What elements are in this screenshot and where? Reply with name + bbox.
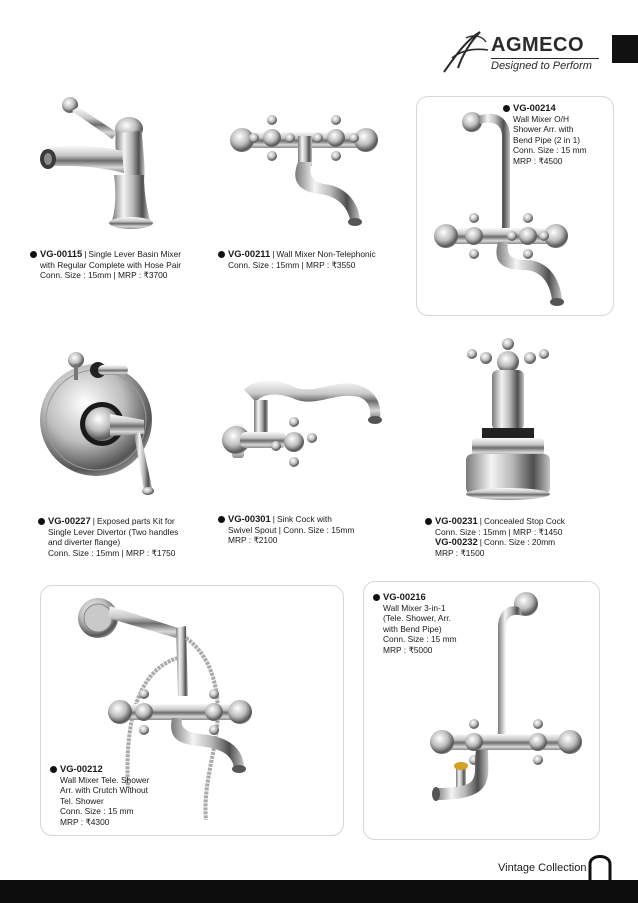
product-line: Conn. Size : 15 mm bbox=[383, 634, 457, 644]
product-code: VG-00231 bbox=[435, 515, 478, 526]
product-image-vg-00231 bbox=[458, 338, 558, 503]
product-line: Tel. Shower bbox=[60, 795, 104, 806]
bullet-icon bbox=[38, 518, 45, 525]
product-name-line-1: Single Lever Basin Mixer bbox=[88, 249, 182, 259]
product-name-line-3: and diverter flange) bbox=[48, 537, 121, 547]
product-spec: Conn. Size : 15mm | MRP : ₹3700 bbox=[40, 270, 168, 280]
product-label-vg-00301 bbox=[218, 514, 354, 546]
product-code: VG-00301 bbox=[228, 513, 271, 524]
product-code: VG-00115 bbox=[40, 248, 83, 259]
arch-icon bbox=[586, 850, 614, 884]
product-name-line-1: Sink Cock with bbox=[276, 514, 332, 524]
product-spec-2: MRP : ₹1500 bbox=[435, 547, 485, 558]
product-line: Wall Mixer 3-in-1 bbox=[383, 602, 446, 613]
product-name-2: Conn. Size : 20mm bbox=[483, 537, 556, 547]
footer-collection-label: Vintage Collection bbox=[498, 862, 587, 874]
corner-tab bbox=[612, 35, 638, 63]
product-name-line-2: Swivel Spout | Conn. Size : 15mm bbox=[228, 524, 355, 535]
product-spec: Conn. Size : 15mm | MRP : ₹1750 bbox=[48, 547, 176, 558]
brand-underline bbox=[491, 58, 599, 59]
product-line: Arr. with Crutch Without bbox=[60, 785, 148, 795]
product-label-vg-00211 bbox=[218, 249, 376, 270]
product-line: Wall Mixer O/H bbox=[513, 113, 569, 124]
product-code: VG-00211 bbox=[228, 248, 271, 259]
brand-tagline: Designed to Perform bbox=[491, 60, 592, 72]
product-name-line-1: Wall Mixer Non-Telephonic bbox=[276, 249, 376, 259]
product-line: MRP : ₹4500 bbox=[513, 155, 563, 166]
product-spec: MRP : ₹2100 bbox=[228, 535, 278, 545]
product-line: with Bend Pipe) bbox=[383, 623, 442, 634]
product-image-vg-00227 bbox=[40, 340, 165, 500]
brand-logo bbox=[440, 28, 600, 76]
product-label-vg-00227 bbox=[38, 516, 178, 558]
product-image-vg-00115 bbox=[32, 95, 172, 235]
separator: | bbox=[479, 537, 482, 547]
product-label-vg-00231 bbox=[425, 516, 565, 558]
product-name-line-2: Single Lever Divertor (Two handles bbox=[48, 526, 179, 537]
bullet-icon bbox=[30, 251, 37, 258]
product-label-vg-00212 bbox=[50, 764, 149, 827]
brand-name: AGMECO bbox=[491, 34, 584, 56]
separator: | bbox=[479, 516, 482, 526]
product-code: VG-00212 bbox=[60, 763, 103, 774]
product-code-2: VG-00232 bbox=[435, 536, 478, 547]
separator: | bbox=[272, 249, 275, 259]
separator: | bbox=[92, 516, 95, 526]
product-line: Wall Mixer Tele. Shower bbox=[60, 774, 150, 785]
product-name-line-1: Exposed parts Kit for bbox=[96, 516, 175, 526]
bullet-icon bbox=[50, 766, 57, 773]
logo-swoosh-icon bbox=[440, 28, 490, 76]
product-line: Shower Arr. with bbox=[513, 124, 574, 134]
bullet-icon bbox=[373, 594, 380, 601]
product-image-vg-00211 bbox=[220, 112, 390, 237]
bullet-icon bbox=[425, 518, 432, 525]
product-image-vg-00301 bbox=[214, 372, 389, 482]
product-code: VG-00227 bbox=[48, 515, 91, 526]
product-line: MRP : ₹4300 bbox=[60, 816, 110, 827]
product-line: (Tele. Shower, Arr. bbox=[383, 613, 451, 623]
separator: | bbox=[84, 249, 87, 259]
product-label-vg-00216 bbox=[373, 592, 457, 655]
separator: | bbox=[272, 514, 275, 524]
footer-bar bbox=[0, 880, 638, 903]
product-line: Conn. Size : 15 mm bbox=[60, 806, 134, 816]
product-code: VG-00216 bbox=[383, 591, 426, 602]
product-name-line-1: Concealed Stop Cock bbox=[483, 516, 565, 526]
product-line: MRP : ₹5000 bbox=[383, 644, 433, 655]
bullet-icon bbox=[218, 251, 225, 258]
product-code: VG-00214 bbox=[513, 102, 556, 113]
product-label-vg-00214 bbox=[503, 103, 587, 166]
bullet-icon bbox=[503, 105, 510, 112]
product-line: Conn. Size : 15 mm bbox=[513, 145, 587, 155]
product-name-line-2: with Regular Complete with Hose Pair bbox=[40, 259, 182, 270]
bullet-icon bbox=[218, 516, 225, 523]
product-spec: Conn. Size : 15mm | MRP : ₹1450 bbox=[435, 526, 563, 537]
product-line: Bend Pipe (2 in 1) bbox=[513, 134, 581, 145]
product-label-vg-00115 bbox=[30, 249, 181, 281]
product-spec: Conn. Size : 15mm | MRP : ₹3550 bbox=[228, 259, 356, 270]
